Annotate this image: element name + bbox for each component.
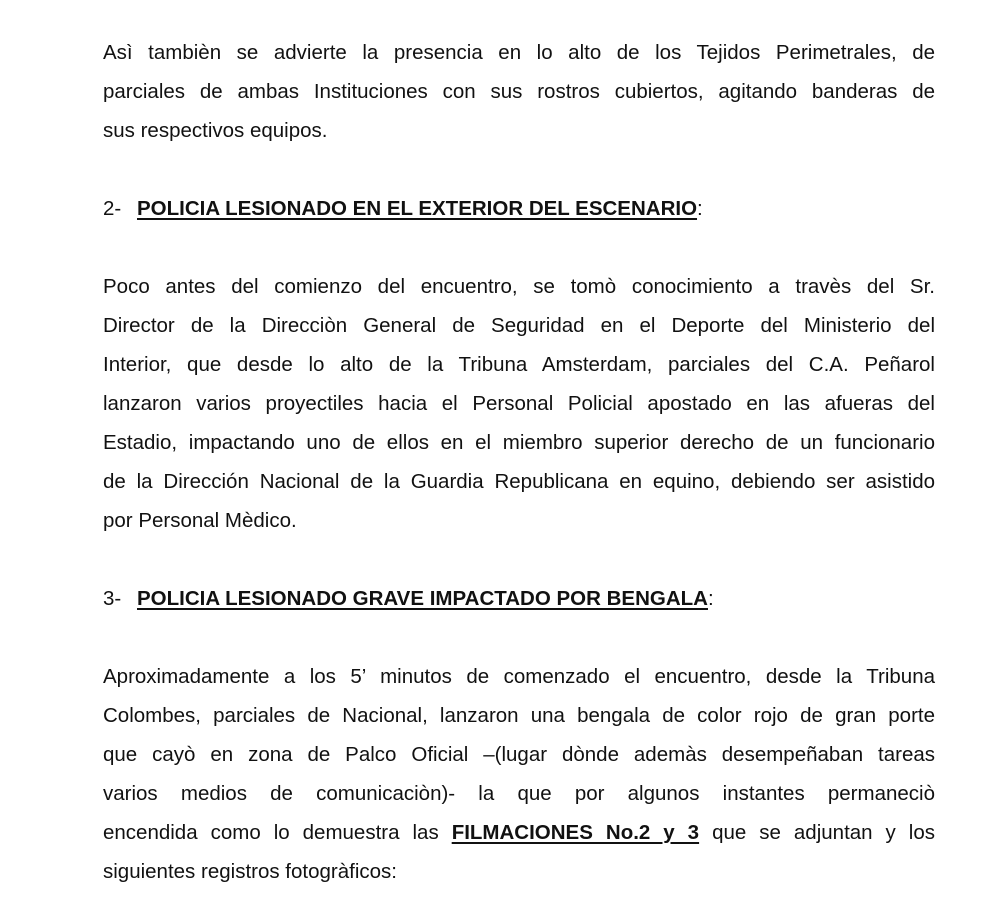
- section-title: POLICIA LESIONADO EN EL EXTERIOR DEL ESCENARIO: [137, 197, 698, 220]
- paragraph-injured-exterior: [103, 267, 935, 540]
- text-line: parciales de ambas Instituciones con sus rostros cubiertos, agitando banderas de: [103, 80, 935, 103]
- text-line: Director de la Direcciòn General de Seguridad en el Deporte del Ministerio del: [103, 314, 935, 337]
- text-line: de la Dirección Nacional de la Guardia Republicana en equino, debiendo ser asistido: [103, 470, 935, 493]
- document-page: [103, 33, 935, 891]
- text-line: Asì tambièn se advierte la presencia en lo alto de los Tejidos Perimetrales, de: [103, 41, 935, 64]
- text-line: Poco antes del comienzo del encuentro, se tomò conocimiento a travès del Sr.: [103, 275, 935, 298]
- text-line: Interior, que desde lo alto de la Tribuna Amsterdam, parciales del C.A. Peñarol: [103, 353, 935, 376]
- text-run: encendida como lo demuestra las: [103, 821, 452, 844]
- text-line: sus respectivos equipos.: [103, 119, 328, 142]
- text-line-with-emphasis: [103, 813, 935, 852]
- section-suffix: :: [697, 197, 703, 220]
- section-number: 3-: [103, 587, 122, 610]
- paragraph-intro: [103, 33, 935, 150]
- filmaciones-reference: FILMACIONES No.2 y 3: [451, 821, 700, 844]
- text-line: Aproximadamente a los 5’ minutos de comenzado el encuentro, desde la Tribuna: [103, 665, 935, 688]
- text-line: que cayò en zona de Palco Oficial –(lugar dònde ademàs desempeñaban tareas: [103, 743, 935, 766]
- paragraph-flare-incident: [103, 657, 935, 891]
- text-line: lanzaron varios proyectiles hacia el Personal Policial apostado en las afueras del: [103, 392, 935, 415]
- section-suffix: :: [707, 587, 714, 610]
- text-line: varios medios de comunicaciòn)- la que por algunos instantes permaneciò: [103, 782, 935, 805]
- section-heading-2: [103, 189, 935, 228]
- text-line: por Personal Mèdico.: [103, 509, 297, 532]
- text-line: Estadio, impactando uno de ellos en el miembro superior derecho de un funcionario: [103, 431, 935, 454]
- section-heading-3: [103, 579, 935, 618]
- text-run: que se adjuntan y los: [699, 821, 935, 844]
- section-number: 2-: [103, 197, 122, 220]
- text-line: Colombes, parciales de Nacional, lanzaron una bengala de color rojo de gran porte: [103, 704, 935, 727]
- section-title: POLICIA LESIONADO GRAVE IMPACTADO POR BENGALA: [137, 587, 708, 610]
- text-line: siguientes registros fotogràficos:: [103, 860, 397, 883]
